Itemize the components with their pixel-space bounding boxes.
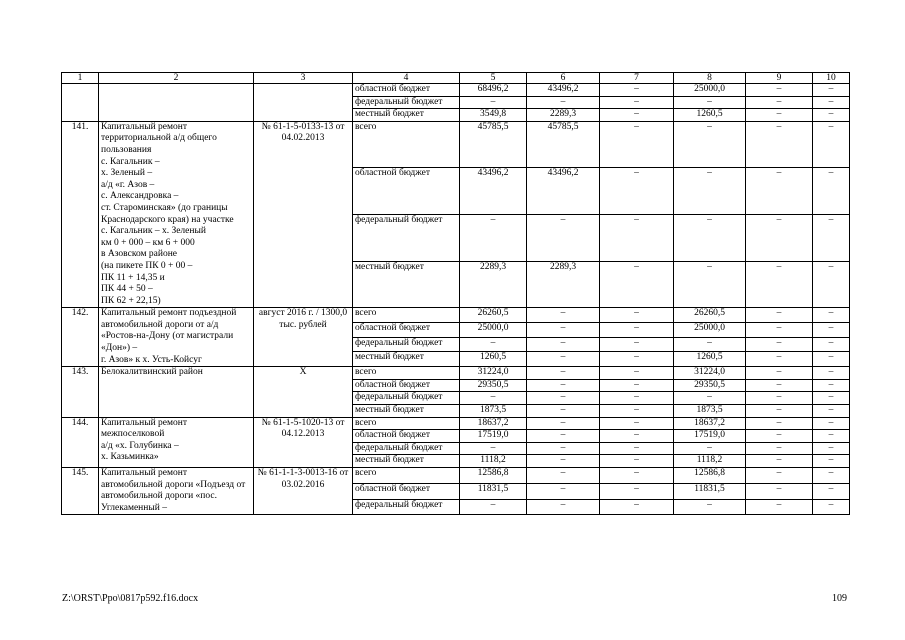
value-cell: – xyxy=(746,367,813,380)
value-cell: – xyxy=(746,261,813,308)
table-row xyxy=(62,367,850,380)
value-cell: – xyxy=(600,417,674,430)
funding-source-cell: областной бюджет xyxy=(353,430,460,443)
item-document-cell: № 61-1-5-1020-13 от 04.12.2013 xyxy=(254,417,353,467)
value-cell: – xyxy=(600,308,674,323)
value-cell: 3549,8 xyxy=(460,109,527,122)
value-cell: 2289,3 xyxy=(527,109,600,122)
value-cell: – xyxy=(813,379,850,392)
value-cell: – xyxy=(460,337,527,352)
value-cell: – xyxy=(674,168,746,215)
funding-source-cell: всего xyxy=(353,468,460,484)
value-cell: – xyxy=(813,109,850,122)
value-cell: – xyxy=(527,468,600,484)
value-cell: – xyxy=(600,392,674,405)
value-cell: 1873,5 xyxy=(674,405,746,418)
funding-source-cell: всего xyxy=(353,367,460,380)
value-cell: – xyxy=(674,261,746,308)
item-document-cell: август 2016 г. / 1300,0 тыс. рублей xyxy=(254,308,353,367)
value-cell: – xyxy=(527,405,600,418)
value-cell: – xyxy=(746,379,813,392)
value-cell: – xyxy=(600,442,674,455)
funding-source-cell: местный бюджет xyxy=(353,109,460,122)
table-row xyxy=(62,84,850,97)
value-cell: – xyxy=(674,121,746,168)
value-cell: 2289,3 xyxy=(460,261,527,308)
value-cell: – xyxy=(460,442,527,455)
item-number-cell: 145. xyxy=(62,468,99,515)
value-cell: – xyxy=(813,367,850,380)
value-cell: – xyxy=(813,392,850,405)
value-cell: – xyxy=(527,96,600,109)
value-cell: – xyxy=(746,483,813,499)
value-cell: 25000,0 xyxy=(460,323,527,338)
value-cell: – xyxy=(527,417,600,430)
column-header: 4 xyxy=(353,73,460,84)
value-cell: – xyxy=(600,168,674,215)
value-cell: – xyxy=(813,468,850,484)
value-cell: 45785,5 xyxy=(527,121,600,168)
value-cell: – xyxy=(674,96,746,109)
funding-source-cell: федеральный бюджет xyxy=(353,499,460,515)
value-cell: – xyxy=(600,499,674,515)
value-cell: – xyxy=(600,367,674,380)
value-cell: – xyxy=(527,215,600,262)
value-cell: – xyxy=(813,442,850,455)
value-cell: 1118,2 xyxy=(674,455,746,468)
column-header: 9 xyxy=(746,73,813,84)
value-cell: 43496,2 xyxy=(527,168,600,215)
column-header: 8 xyxy=(674,73,746,84)
value-cell: – xyxy=(600,121,674,168)
value-cell: – xyxy=(600,84,674,97)
value-cell: 25000,0 xyxy=(674,84,746,97)
value-cell: – xyxy=(527,499,600,515)
value-cell: – xyxy=(674,337,746,352)
value-cell: – xyxy=(746,455,813,468)
column-header: 7 xyxy=(600,73,674,84)
item-number-cell xyxy=(62,84,99,122)
value-cell: – xyxy=(527,367,600,380)
value-cell: – xyxy=(527,352,600,367)
funding-source-cell: местный бюджет xyxy=(353,352,460,367)
item-name-cell xyxy=(99,84,254,122)
item-name-cell: Белокалитвинский район xyxy=(99,367,254,417)
value-cell: – xyxy=(674,442,746,455)
funding-source-cell: федеральный бюджет xyxy=(353,442,460,455)
value-cell: 12586,8 xyxy=(460,468,527,484)
value-cell: – xyxy=(746,308,813,323)
value-cell: – xyxy=(746,405,813,418)
value-cell: – xyxy=(746,121,813,168)
value-cell: – xyxy=(600,215,674,262)
value-cell: – xyxy=(746,442,813,455)
value-cell: – xyxy=(813,215,850,262)
value-cell: 45785,5 xyxy=(460,121,527,168)
funding-source-cell: областной бюджет xyxy=(353,323,460,338)
value-cell: – xyxy=(600,379,674,392)
value-cell: 12586,8 xyxy=(674,468,746,484)
column-header: 10 xyxy=(813,73,850,84)
value-cell: – xyxy=(527,308,600,323)
value-cell: – xyxy=(813,96,850,109)
value-cell: – xyxy=(527,430,600,443)
value-cell: – xyxy=(460,96,527,109)
page-number: 109 xyxy=(832,593,847,604)
value-cell: – xyxy=(813,405,850,418)
value-cell: – xyxy=(746,323,813,338)
funding-source-cell: федеральный бюджет xyxy=(353,215,460,262)
value-cell: – xyxy=(813,499,850,515)
value-cell: – xyxy=(600,337,674,352)
funding-source-cell: местный бюджет xyxy=(353,405,460,418)
item-name-cell: Капитальный ремонт территориальной а/д общего пользования с. Кагальник – х. Зеленый – а/д «г. Азов – с. Александровка – ст. Староминская» (до границы Краснодарского края) на участке с. Кагальник – х. Зеленый км 0 + 000 – км 6 + 000 в Азовском районе (на пикете ПК 0 + 00 – ПК 11 + 14,35 и ПК 44 + 50 – ПК 62 + 22,15) xyxy=(99,121,254,308)
value-cell: – xyxy=(460,499,527,515)
table-header-row xyxy=(62,73,850,84)
value-cell: – xyxy=(527,379,600,392)
item-name-cell: Капитальный ремонт подъездной автомобильной дороги от а/д «Ростов-на-Дону (от магистрали «Дон») – г. Азов» к х. Усть-Койсуг xyxy=(99,308,254,367)
funding-source-cell: местный бюджет xyxy=(353,261,460,308)
value-cell: 1260,5 xyxy=(674,109,746,122)
column-header: 3 xyxy=(254,73,353,84)
item-document-cell xyxy=(254,84,353,122)
column-header: 6 xyxy=(527,73,600,84)
value-cell: 29350,5 xyxy=(674,379,746,392)
column-header: 1 xyxy=(62,73,99,84)
value-cell: – xyxy=(600,261,674,308)
document-file-path: Z:\ORST\Ppo\0817p592.f16.docx xyxy=(62,593,199,604)
item-number-cell: 141. xyxy=(62,121,99,308)
item-number-cell: 144. xyxy=(62,417,99,467)
value-cell: – xyxy=(674,499,746,515)
item-name-cell: Капитальный ремонт межпоселковой а/д «х. Голубинка – х. Казьминка» xyxy=(99,417,254,467)
table-row xyxy=(62,121,850,168)
value-cell: – xyxy=(527,483,600,499)
value-cell: – xyxy=(600,109,674,122)
value-cell: 26260,5 xyxy=(460,308,527,323)
value-cell: – xyxy=(746,84,813,97)
value-cell: – xyxy=(813,430,850,443)
value-cell: – xyxy=(813,121,850,168)
budget-table xyxy=(61,72,850,515)
value-cell: 1118,2 xyxy=(460,455,527,468)
item-document-cell: Х xyxy=(254,367,353,417)
value-cell: – xyxy=(813,308,850,323)
value-cell: 18637,2 xyxy=(460,417,527,430)
funding-source-cell: всего xyxy=(353,121,460,168)
value-cell: – xyxy=(746,392,813,405)
value-cell: – xyxy=(527,442,600,455)
value-cell: 17519,0 xyxy=(460,430,527,443)
funding-source-cell: областной бюджет xyxy=(353,84,460,97)
value-cell: – xyxy=(746,168,813,215)
value-cell: – xyxy=(600,96,674,109)
value-cell: 68496,2 xyxy=(460,84,527,97)
value-cell: 43496,2 xyxy=(460,168,527,215)
column-header: 2 xyxy=(99,73,254,84)
value-cell: – xyxy=(527,455,600,468)
value-cell: – xyxy=(600,483,674,499)
value-cell: – xyxy=(746,96,813,109)
value-cell: – xyxy=(600,323,674,338)
item-document-cell: № 61-1-1-3-0013-16 от 03.02.2016 xyxy=(254,468,353,515)
value-cell: 11831,5 xyxy=(460,483,527,499)
value-cell: 18637,2 xyxy=(674,417,746,430)
value-cell: – xyxy=(600,430,674,443)
value-cell: 2289,3 xyxy=(527,261,600,308)
item-name-cell: Капитальный ремонт автомобильной дороги «Подъезд от автомобильной дороги «пос. Углекаменный – xyxy=(99,468,254,515)
item-document-cell: № 61-1-5-0133-13 от 04.02.2013 xyxy=(254,121,353,308)
value-cell: – xyxy=(527,337,600,352)
funding-source-cell: федеральный бюджет xyxy=(353,96,460,109)
value-cell: – xyxy=(746,499,813,515)
value-cell: – xyxy=(746,430,813,443)
value-cell: – xyxy=(600,352,674,367)
value-cell: – xyxy=(813,261,850,308)
value-cell: – xyxy=(746,109,813,122)
value-cell: 11831,5 xyxy=(674,483,746,499)
value-cell: – xyxy=(674,392,746,405)
value-cell: 31224,0 xyxy=(460,367,527,380)
value-cell: – xyxy=(813,323,850,338)
funding-source-cell: всего xyxy=(353,417,460,430)
table-row xyxy=(62,417,850,430)
item-number-cell: 142. xyxy=(62,308,99,367)
value-cell: – xyxy=(813,352,850,367)
item-number-cell: 143. xyxy=(62,367,99,417)
value-cell: 29350,5 xyxy=(460,379,527,392)
funding-source-cell: всего xyxy=(353,308,460,323)
value-cell: 31224,0 xyxy=(674,367,746,380)
value-cell: 1873,5 xyxy=(460,405,527,418)
funding-source-cell: местный бюджет xyxy=(353,455,460,468)
funding-source-cell: областной бюджет xyxy=(353,379,460,392)
table-row xyxy=(62,308,850,323)
funding-source-cell: областной бюджет xyxy=(353,483,460,499)
value-cell: – xyxy=(527,323,600,338)
value-cell: – xyxy=(600,405,674,418)
value-cell: 26260,5 xyxy=(674,308,746,323)
table-row xyxy=(62,468,850,484)
value-cell: – xyxy=(813,417,850,430)
column-header: 5 xyxy=(460,73,527,84)
value-cell: – xyxy=(600,468,674,484)
funding-source-cell: федеральный бюджет xyxy=(353,392,460,405)
value-cell: – xyxy=(813,168,850,215)
value-cell: 1260,5 xyxy=(674,352,746,367)
value-cell: – xyxy=(746,352,813,367)
value-cell: 17519,0 xyxy=(674,430,746,443)
value-cell: – xyxy=(813,84,850,97)
value-cell: – xyxy=(527,392,600,405)
value-cell: – xyxy=(746,337,813,352)
value-cell: – xyxy=(600,455,674,468)
value-cell: 25000,0 xyxy=(674,323,746,338)
funding-source-cell: областной бюджет xyxy=(353,168,460,215)
value-cell: – xyxy=(746,468,813,484)
funding-source-cell: федеральный бюджет xyxy=(353,337,460,352)
value-cell: – xyxy=(460,215,527,262)
value-cell: 43496,2 xyxy=(527,84,600,97)
value-cell: – xyxy=(746,417,813,430)
value-cell: – xyxy=(813,337,850,352)
value-cell: – xyxy=(746,215,813,262)
value-cell: – xyxy=(674,215,746,262)
value-cell: – xyxy=(460,392,527,405)
value-cell: 1260,5 xyxy=(460,352,527,367)
value-cell: – xyxy=(813,483,850,499)
value-cell: – xyxy=(813,455,850,468)
